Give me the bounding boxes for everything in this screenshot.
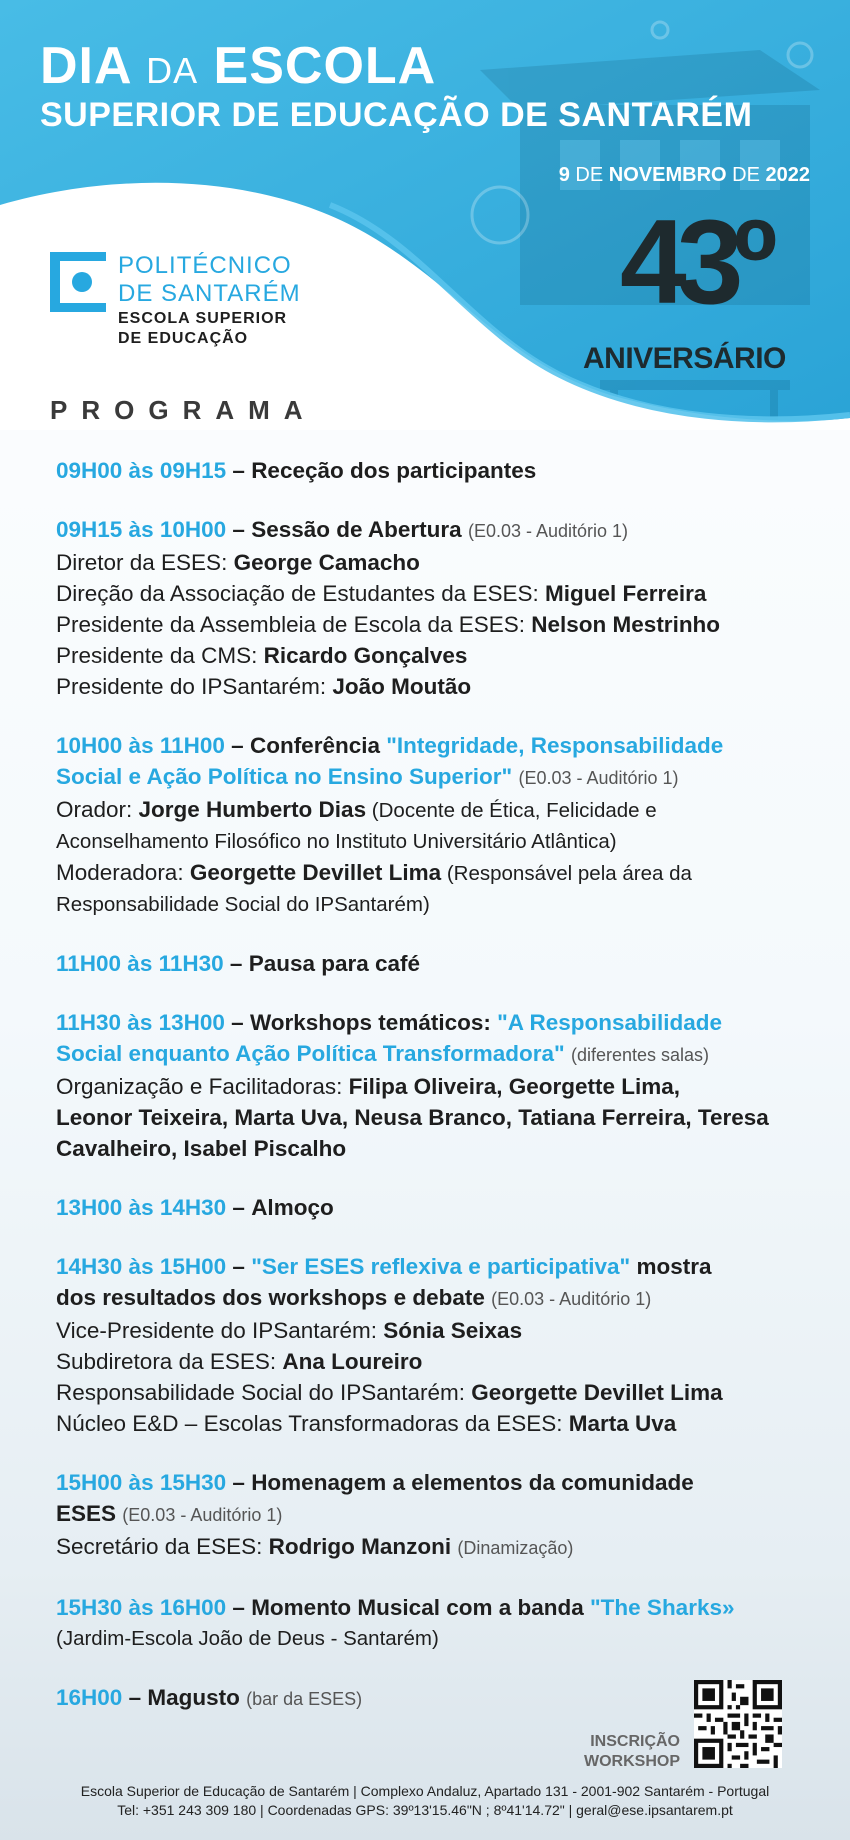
event-subtitle: SUPERIOR DE EDUCAÇÃO DE SANTARÉM: [40, 96, 753, 134]
speaker-line: Organização e Facilitadoras: Filipa Oliveira, Georgette Lima,: [56, 1074, 681, 1099]
item-quote: Social e Ação Política no Ensino Superior": [56, 764, 513, 789]
section-title: PROGRAMA: [50, 395, 317, 425]
speaker-description: Responsabilidade Social do IPSantarém): [56, 893, 430, 916]
item-time: 13H00 às 14H30: [56, 1195, 227, 1220]
logo-escola-superior: ESCOLA SUPERIOR: [118, 310, 288, 327]
qr-code-icon[interactable]: [694, 1680, 782, 1768]
anniversary-label: ANIVERSÁRIO: [583, 342, 786, 375]
item-quote: "Integridade, Responsabilidade: [386, 733, 724, 758]
item-time: 09H00 às 09H15: [56, 458, 227, 483]
item-room: (E0.03 - Auditório 1): [122, 1505, 283, 1525]
item-time: 09H15 às 10H00: [56, 517, 227, 542]
item-time: 11H30 às 13H00: [56, 1010, 225, 1035]
item-title: mostra: [630, 1254, 712, 1279]
schedule-item-conference: 10H00 às 11H00 – Conferência "Integridade, Responsabilidade Social e Ação Política no Ensino Superior" (E0.03 - Auditório 1) Orador: Jorge Humberto Dias (Docente de Ética, Felicidade e Aconselhamento Filosófico no Instituto Universitário Atlântica) Moderadora: Georgette Devillet Lima (Responsável pela área da Responsabilidade Social do IPSantarém): [56, 730, 816, 920]
date-day: 9: [558, 164, 570, 186]
schedule-item-results: 14H30 às 15H00 – "Ser ESES reflexiva e participativa" mostra dos resultados dos workshops e debate (E0.03 - Auditório 1) Vice-Presidente do IPSantarém: Sónia Seixas Subdiretora da ESES: Ana Loureiro Responsabilidade Social do IPSantarém: Georgette Devillet Lima Núcleo E&D – Escolas Transformadoras da ESES: Marta Uva: [56, 1251, 816, 1439]
logo-de-educacao: DE EDUCAÇÃO: [118, 330, 249, 347]
schedule-item-lunch: 13H00 às 14H30 – Almoço: [56, 1195, 334, 1220]
logo-de-santarem: DE SANTARÉM: [118, 280, 301, 307]
qr-label-line: INSCRIÇÃO: [590, 1733, 680, 1750]
item-title: Workshops temáticos:: [249, 1010, 491, 1035]
item-room: (E0.03 - Auditório 1): [491, 1289, 652, 1309]
speaker-line: Moderadora: Georgette Devillet Lima (Responsável pela área da: [56, 860, 692, 885]
speaker-line: Cavalheiro, Isabel Piscalho: [56, 1136, 347, 1161]
item-title: Receção dos participantes: [251, 458, 537, 483]
speaker-line: Secretário da ESES: Rodrigo Manzoni (Dinamização): [56, 1534, 574, 1559]
speaker-line: Direção da Associação de Estudantes da ESES: Miguel Ferreira: [56, 581, 707, 606]
speaker-line: Núcleo E&D – Escolas Transformadoras da ESES: Marta Uva: [56, 1411, 677, 1436]
item-time: 15H00 às 15H30: [56, 1470, 227, 1495]
speaker-line: Orador: Jorge Humberto Dias (Docente de Ética, Felicidade e: [56, 797, 657, 822]
footer: [0, 1782, 850, 1820]
speaker-line: Responsabilidade Social do IPSantarém: Georgette Devillet Lima: [56, 1380, 723, 1405]
item-room: (diferentes salas): [570, 1045, 710, 1065]
schedule-item-opening: 09H15 às 10H00 – Sessão de Abertura (E0.03 - Auditório 1) Diretor da ESES: George Camacho Direção da Associação de Estudantes da ESES: Miguel Ferreira Presidente da Assembleia de Escola da ESES: Nelson Mestrinho Presidente da CMS: Ricardo Gonçalves Presidente do IPSantarém: João Moutão: [56, 514, 816, 702]
schedule-item-workshops: 11H30 às 13H00 – Workshops temáticos: "A Responsabilidade Social enquanto Ação Política Transformadora" (diferentes salas) Organização e Facilitadoras: Filipa Oliveira, Georgette Lima, Leonor Teixeira, Marta Uva, Neusa Branco, Tatiana Ferreira, Teresa Cavalheiro, Isabel Piscalho: [56, 1007, 816, 1164]
item-time: 11H00 às 11H30: [56, 951, 224, 976]
item-time: 15H30 às 16H00: [56, 1595, 227, 1620]
title-word-dia: DIA: [40, 37, 131, 95]
speaker-line: Vice-Presidente do IPSantarém: Sónia Seixas: [56, 1318, 523, 1343]
item-title: Sessão de Abertura: [251, 517, 462, 542]
item-room: (E0.03 - Auditório 1): [467, 521, 629, 541]
item-time: 16H00: [56, 1685, 123, 1710]
title-word-escola: ESCOLA: [213, 37, 437, 95]
schedule-item-coffee: 11H00 às 11H30 – Pausa para café: [56, 951, 421, 976]
title-word-da: DA: [146, 50, 199, 91]
schedule-item-reception: 09H00 às 09H15 – Receção dos participantes: [56, 458, 537, 483]
item-title: dos resultados dos workshops e debate: [56, 1285, 485, 1310]
footer-contacts[interactable]: Tel: +351 243 309 180 | Coordenadas GPS: 39º13'15.46"N ; 8º41'14.72" | geral@ese.ipsantarem.pt: [117, 1802, 733, 1818]
item-location: (Jardim-Escola João de Deus - Santarém): [56, 1627, 439, 1650]
speaker-line: Subdiretora da ESES: Ana Loureiro: [56, 1349, 423, 1374]
speaker-line: Diretor da ESES: George Camacho: [56, 550, 420, 575]
footer-address: Escola Superior de Educação de Santarém | Complexo Andaluz, Apartado 131 - 2001-902 Santarém - Portugal: [80, 1783, 770, 1799]
item-title: Almoço: [251, 1195, 334, 1220]
logo-mark-icon: [50, 252, 106, 312]
item-quote: "Ser ESES reflexiva e participativa": [251, 1254, 631, 1279]
item-quote: "A Responsabilidade: [497, 1010, 722, 1035]
speaker-line: Leonor Teixeira, Marta Uva, Neusa Branco, Tatiana Ferreira, Teresa: [56, 1105, 769, 1130]
speaker-line: Presidente da Assembleia de Escola da ESES: Nelson Mestrinho: [56, 612, 721, 637]
item-quote: "The Sharks»: [590, 1595, 735, 1620]
speaker-line: Presidente da CMS: Ricardo Gonçalves: [56, 643, 468, 668]
date-de: DE: [575, 164, 604, 186]
date-year: 2022: [765, 164, 810, 186]
event-date: [559, 164, 810, 187]
item-title: Homenagem a elementos da comunidade: [251, 1470, 694, 1495]
qr-label-line: WORKSHOP: [584, 1753, 680, 1770]
item-title: Momento Musical com a banda: [251, 1595, 584, 1620]
date-de: DE: [732, 164, 760, 186]
qr-label: [570, 1732, 680, 1772]
schedule-item-music: 15H30 às 16H00 – Momento Musical com a banda "The Sharks» (Jardim-Escola João de Deus - Santarém): [56, 1592, 816, 1654]
item-room: (E0.03 - Auditório 1): [518, 768, 679, 788]
schedule-item-magusto: 16H00 – Magusto (bar da ESES): [56, 1685, 363, 1710]
event-title: [40, 37, 753, 134]
item-time: 14H30 às 15H00: [56, 1254, 227, 1279]
item-title: Conferência: [249, 733, 380, 758]
anniversary-badge: [575, 195, 835, 382]
speaker-line: Presidente do IPSantarém: João Moutão: [56, 674, 472, 699]
item-title: ESES: [56, 1501, 117, 1526]
item-time: 10H00 às 11H00: [56, 733, 225, 758]
schedule-item-homage: 15H00 às 15H30 – Homenagem a elementos da comunidade ESES (E0.03 - Auditório 1) Secretário da ESES: Rodrigo Manzoni (Dinamização): [56, 1467, 816, 1564]
item-title: Magusto: [147, 1685, 240, 1710]
item-title: Pausa para café: [248, 951, 421, 976]
item-room: (bar da ESES): [246, 1689, 363, 1709]
item-quote: Social enquanto Ação Política Transformadora": [56, 1041, 565, 1066]
logo-politecnico: POLITÉCNICO: [118, 252, 292, 279]
date-month: NOVEMBRO: [608, 164, 727, 186]
speaker-description: Aconselhamento Filosófico no Instituto Universitário Atlântica): [56, 830, 617, 853]
anniversary-number: 43º: [620, 195, 768, 329]
program-schedule: [56, 455, 816, 1743]
